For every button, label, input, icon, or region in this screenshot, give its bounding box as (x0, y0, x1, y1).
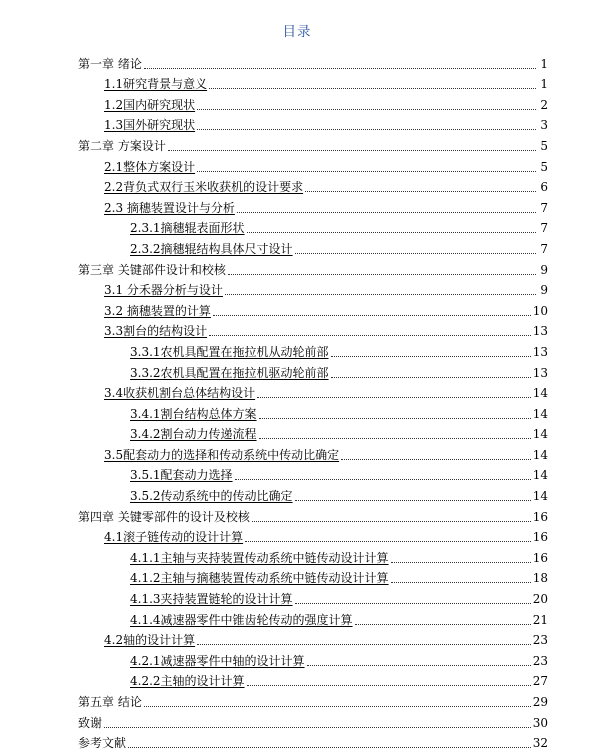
toc-entry[interactable] (78, 319, 548, 340)
toc-entry-page-number: 9 (540, 262, 548, 277)
dot-leader (209, 335, 531, 336)
toc-entry[interactable] (78, 607, 548, 628)
toc-entry-page-number: 27 (532, 674, 548, 689)
toc-entry-label: 1.1研究背景与意义 (104, 77, 208, 92)
dot-leader (209, 88, 536, 89)
toc-entry[interactable] (78, 442, 548, 463)
toc-entry-label: 2.3.2摘穗辊结构具体尺寸设计 (130, 241, 293, 256)
toc-entry-page-number: 21 (532, 612, 548, 627)
toc-entry-page-number: 13 (532, 344, 548, 359)
dot-leader (295, 500, 531, 501)
toc-entry-page-number: 23 (532, 633, 548, 648)
dot-leader (213, 315, 531, 316)
dot-leader (225, 294, 536, 295)
toc-entry-label: 第四章 关键零部件的设计及校核 (78, 509, 250, 524)
toc-entry-page-number: 6 (540, 180, 548, 195)
toc-entry[interactable] (78, 51, 548, 72)
dot-leader (259, 418, 531, 419)
toc-entry[interactable] (78, 422, 548, 443)
dot-leader (168, 150, 536, 151)
dot-leader (355, 624, 531, 625)
toc-entry-label: 3.2 摘穗装置的计算 (104, 303, 211, 318)
dot-leader (144, 68, 536, 69)
toc-entry-label: 第二章 方案设计 (78, 138, 166, 153)
toc-entry[interactable] (78, 154, 548, 175)
dot-leader (197, 109, 536, 110)
toc-entry[interactable] (78, 360, 548, 381)
dot-leader (235, 479, 531, 480)
toc-entry[interactable] (78, 504, 548, 525)
dot-leader (247, 685, 531, 686)
toc-entry-label: 4.1.3夹持装置链轮的设计计算 (130, 592, 293, 607)
toc-entry-page-number: 3 (540, 118, 548, 133)
toc-entry-page-number: 5 (540, 159, 548, 174)
toc-entry-label: 3.1 分禾器分析与设计 (104, 283, 223, 298)
toc-entry-page-number: 23 (532, 653, 548, 668)
toc-entry-page-number: 1 (540, 56, 548, 71)
dot-leader (197, 171, 536, 172)
dot-leader (331, 356, 531, 357)
toc-entry-label: 4.1.1主轴与夹持装置传动系统中链传动设计计算 (130, 550, 389, 565)
dot-leader (391, 562, 531, 563)
toc-entry-label: 4.1滚子链传动的设计计算 (104, 530, 244, 545)
dot-leader (197, 644, 531, 645)
toc-entry[interactable] (78, 257, 548, 278)
toc-entry-page-number: 7 (540, 200, 548, 215)
toc-entry-label: 4.1.4减速器零件中锥齿轮传动的强度计算 (130, 612, 353, 627)
toc-entry-page-number: 5 (540, 138, 548, 153)
toc-title: 目录 (282, 24, 312, 40)
toc-entry-page-number: 10 (532, 303, 548, 318)
toc-entry-label: 参考文献 (78, 736, 127, 751)
toc-entry[interactable] (78, 731, 548, 751)
toc-entry-label: 致谢 (78, 715, 103, 730)
toc-entry-label: 3.4.2割台动力传递流程 (130, 427, 257, 442)
toc-entry[interactable] (78, 216, 548, 237)
toc-entry-page-number: 18 (532, 571, 548, 586)
toc-entry[interactable] (78, 710, 548, 731)
toc-entry[interactable] (78, 463, 548, 484)
toc-entry-page-number: 14 (532, 447, 548, 462)
toc-entry-label: 2.3.1摘穗辊表面形状 (130, 221, 245, 236)
toc-entry[interactable] (78, 72, 548, 93)
toc-entry-page-number: 14 (532, 386, 548, 401)
toc-entry-page-number: 7 (540, 241, 548, 256)
toc-entry[interactable] (78, 133, 548, 154)
toc-entry[interactable] (78, 381, 548, 402)
toc-entry-label: 3.5配套动力的选择和传动系统中传动比确定 (104, 447, 340, 462)
toc-entry-label: 2.2背负式双行玉米收获机的设计要求 (104, 180, 304, 195)
toc-entry[interactable] (78, 113, 548, 134)
toc-entry[interactable] (78, 401, 548, 422)
toc-entry-label: 2.3 摘穗装置设计与分析 (104, 200, 235, 215)
toc-entry-label: 4.2.1减速器零件中轴的设计计算 (130, 653, 305, 668)
toc-entry-page-number: 14 (532, 406, 548, 421)
toc-entry-page-number: 20 (532, 592, 548, 607)
toc-entry[interactable] (78, 195, 548, 216)
toc-entry-page-number: 16 (532, 550, 548, 565)
toc-entry-label: 3.3割台的结构设计 (104, 324, 208, 339)
dot-leader (128, 747, 531, 748)
dot-leader (341, 459, 531, 460)
dot-leader (295, 603, 531, 604)
toc-entry-page-number: 16 (532, 509, 548, 524)
toc-entry-label: 第一章 绪论 (78, 56, 142, 71)
toc-entry-page-number: 29 (532, 695, 548, 709)
toc-list (78, 51, 548, 751)
dot-leader (252, 521, 531, 522)
toc-entry[interactable] (78, 298, 548, 319)
toc-entry-page-number: 30 (532, 715, 548, 730)
toc-entry-label: 第三章 关键部件设计和校核 (78, 262, 226, 277)
toc-entry-label: 3.4.1割台结构总体方案 (130, 406, 257, 421)
dot-leader (228, 274, 536, 275)
toc-entry-page-number: 13 (532, 365, 548, 380)
dot-leader (247, 232, 536, 233)
toc-entry[interactable] (78, 483, 548, 504)
toc-entry-page-number: 16 (532, 530, 548, 545)
dot-leader (144, 706, 531, 707)
toc-entry[interactable] (78, 545, 548, 566)
toc-entry[interactable] (78, 586, 548, 607)
toc-entry[interactable] (78, 566, 548, 587)
toc-entry-label: 1.3国外研究现状 (104, 118, 196, 133)
toc-entry-label: 3.3.2农机具配置在拖拉机驱动轮前部 (130, 365, 329, 380)
toc-entry[interactable] (78, 525, 548, 546)
toc-entry-page-number: 7 (540, 221, 548, 236)
toc-entry-page-number: 2 (540, 97, 548, 112)
toc-entry-label: 3.5.1配套动力选择 (130, 468, 233, 483)
toc-entry[interactable] (78, 689, 548, 710)
toc-entry-page-number: 14 (532, 489, 548, 504)
toc-entry-label: 第五章 结论 (78, 695, 142, 709)
dot-leader (237, 212, 536, 213)
toc-entry-label: 4.2.2主轴的设计计算 (130, 674, 245, 689)
dot-leader (259, 438, 531, 439)
toc-entry-page-number: 1 (540, 77, 548, 92)
toc-entry[interactable] (78, 236, 548, 257)
dot-leader (305, 191, 536, 192)
toc-entry-label: 3.5.2传动系统中的传动比确定 (130, 489, 293, 504)
toc-entry-page-number: 13 (532, 324, 548, 339)
toc-entry-label: 4.2轴的设计计算 (104, 633, 196, 648)
toc-entry-label: 4.1.2主轴与摘穗装置传动系统中链传动设计计算 (130, 571, 389, 586)
dot-leader (257, 397, 531, 398)
dot-leader (307, 665, 531, 666)
toc-entry-page-number: 9 (540, 283, 548, 298)
toc-entry[interactable] (78, 278, 548, 299)
dot-leader (197, 129, 536, 130)
toc-entry[interactable] (78, 628, 548, 649)
dot-leader (245, 541, 531, 542)
toc-entry-label: 2.1整体方案设计 (104, 159, 196, 174)
toc-entry-label: 1.2国内研究现状 (104, 97, 196, 112)
toc-entry[interactable] (78, 175, 548, 196)
toc-entry[interactable] (78, 339, 548, 360)
dot-leader (104, 727, 531, 728)
toc-entry[interactable] (78, 669, 548, 690)
toc-entry-page-number: 32 (532, 736, 548, 751)
dot-leader (391, 582, 531, 583)
dot-leader (295, 253, 536, 254)
toc-entry[interactable] (78, 648, 548, 669)
dot-leader (331, 377, 531, 378)
toc-entry-label: 3.3.1农机具配置在拖拉机从动轮前部 (130, 344, 329, 359)
toc-entry-page-number: 14 (532, 427, 548, 442)
toc-entry-page-number: 14 (532, 468, 548, 483)
toc-entry[interactable] (78, 92, 548, 113)
toc-entry-label: 3.4收获机割台总体结构设计 (104, 386, 256, 401)
